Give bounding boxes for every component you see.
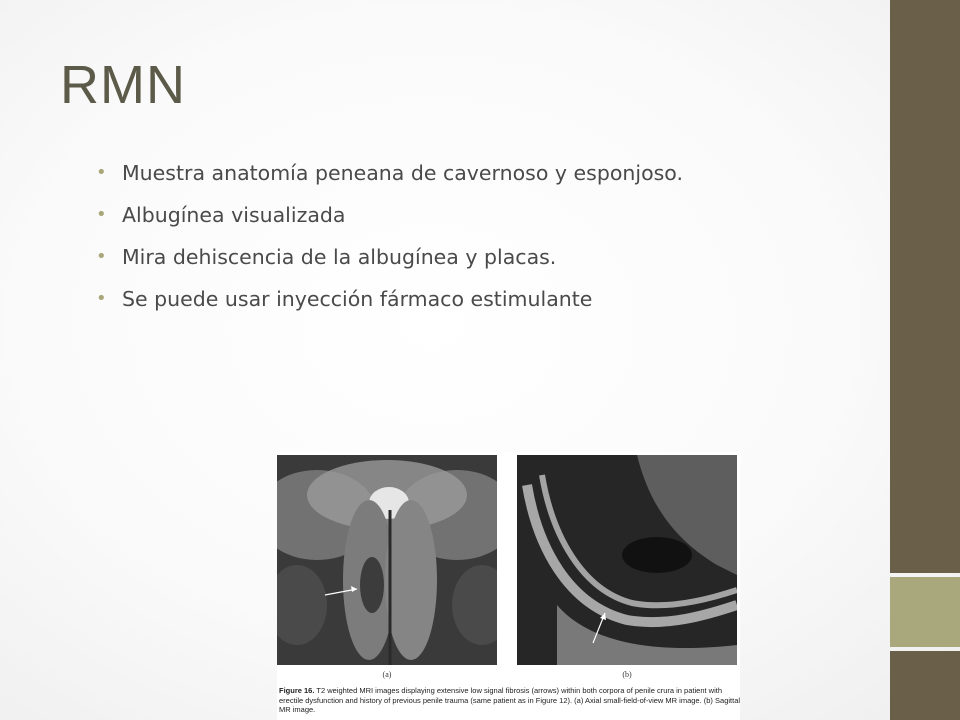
bullet-icon: • [96, 246, 107, 267]
caption-text: T2 weighted MRI images displaying extensive low signal fibrosis (arrows) within both corpora of penile crura in patient with erectile dysfunction and history of previous penile trauma (same patient as in Figure 12). (a) Axial small-field-of-view MR image. (b) Sagittal MR image. [279, 686, 741, 714]
bullet-icon: • [96, 162, 107, 183]
slide-title: RMN [60, 55, 186, 115]
bullet-icon: • [96, 288, 107, 309]
bullet-text: Albugínea visualizada [122, 203, 346, 227]
decorative-side-bar [890, 0, 960, 720]
mri-sagittal-image [517, 455, 737, 665]
panel-label-b: (b) [622, 670, 632, 679]
bullet-item [96, 200, 683, 242]
mri-axial-image [277, 455, 497, 665]
bullet-list [96, 158, 683, 326]
bullet-item [96, 158, 683, 200]
bullet-text: Mira dehiscencia de la albugínea y placas. [122, 245, 557, 269]
bullet-item [96, 284, 683, 326]
bullet-item [96, 242, 683, 284]
bullet-text: Se puede usar inyección fármaco estimulante [122, 287, 593, 311]
side-bar-block-bottom [890, 651, 960, 720]
mri-figure [277, 452, 740, 720]
caption-prefix: Figure 16. [279, 686, 315, 695]
bullet-text: Muestra anatomía peneana de cavernoso y esponjoso. [122, 161, 683, 185]
panel-label-a: (a) [382, 670, 392, 679]
figure-caption [279, 686, 741, 715]
side-bar-block-top [890, 0, 960, 573]
bullet-icon: • [96, 204, 107, 225]
side-bar-block-middle [890, 577, 960, 647]
